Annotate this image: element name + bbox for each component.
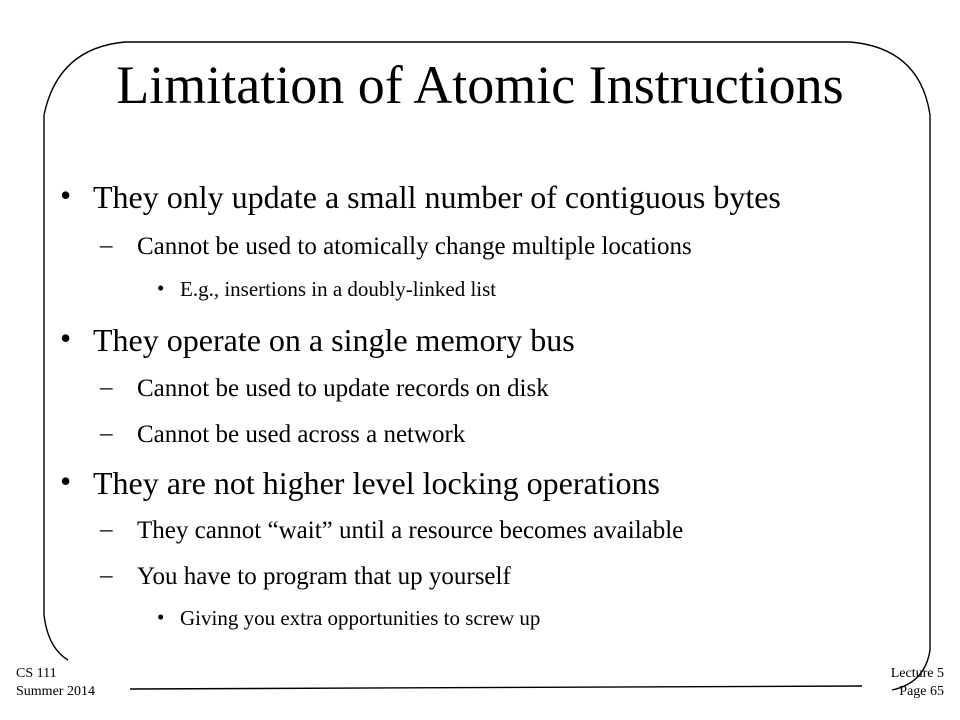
- sub-item-5: You have to program that up yourself: [137, 563, 511, 590]
- sub-item-3: Cannot be used across a network: [137, 421, 466, 448]
- bullet-item-2: They operate on a single memory bus: [93, 322, 575, 358]
- sub-sub-item-2: Giving you extra opportunities to screw up: [180, 606, 541, 630]
- dash-marker: –: [100, 420, 113, 447]
- sub-item-1: Cannot be used to atomically change multiple locations: [137, 233, 692, 260]
- sub-sub-item-1: E.g., insertions in a doubly-linked list: [180, 277, 497, 301]
- sub-item-4: They cannot “wait” until a resource becomes available: [137, 517, 684, 544]
- term-label: Summer 2014: [16, 684, 95, 700]
- bullet-marker: •: [60, 177, 72, 213]
- footer-right: [891, 665, 944, 701]
- bullet-marker: •: [60, 320, 72, 356]
- bullet-marker-small: •: [157, 276, 165, 300]
- dash-marker: –: [100, 232, 113, 259]
- dash-marker: –: [100, 516, 113, 543]
- lecture-label: Lecture 5: [890, 666, 944, 681]
- dash-marker: –: [100, 374, 113, 401]
- course-label: CS 111: [16, 666, 57, 681]
- page-number: Page 65: [899, 684, 944, 700]
- bullet-marker-small: •: [157, 605, 165, 629]
- slide-title: Limitation of Atomic Instructions: [116, 55, 844, 115]
- bullet-item-3: They are not higher level locking operations: [93, 465, 660, 501]
- dash-marker: –: [100, 562, 113, 589]
- sub-item-2: Cannot be used to update records on disk: [137, 375, 549, 402]
- footer-left: [16, 665, 95, 701]
- bullet-marker: •: [60, 463, 72, 499]
- bullet-item-1: They only update a small number of contiguous bytes: [93, 179, 781, 215]
